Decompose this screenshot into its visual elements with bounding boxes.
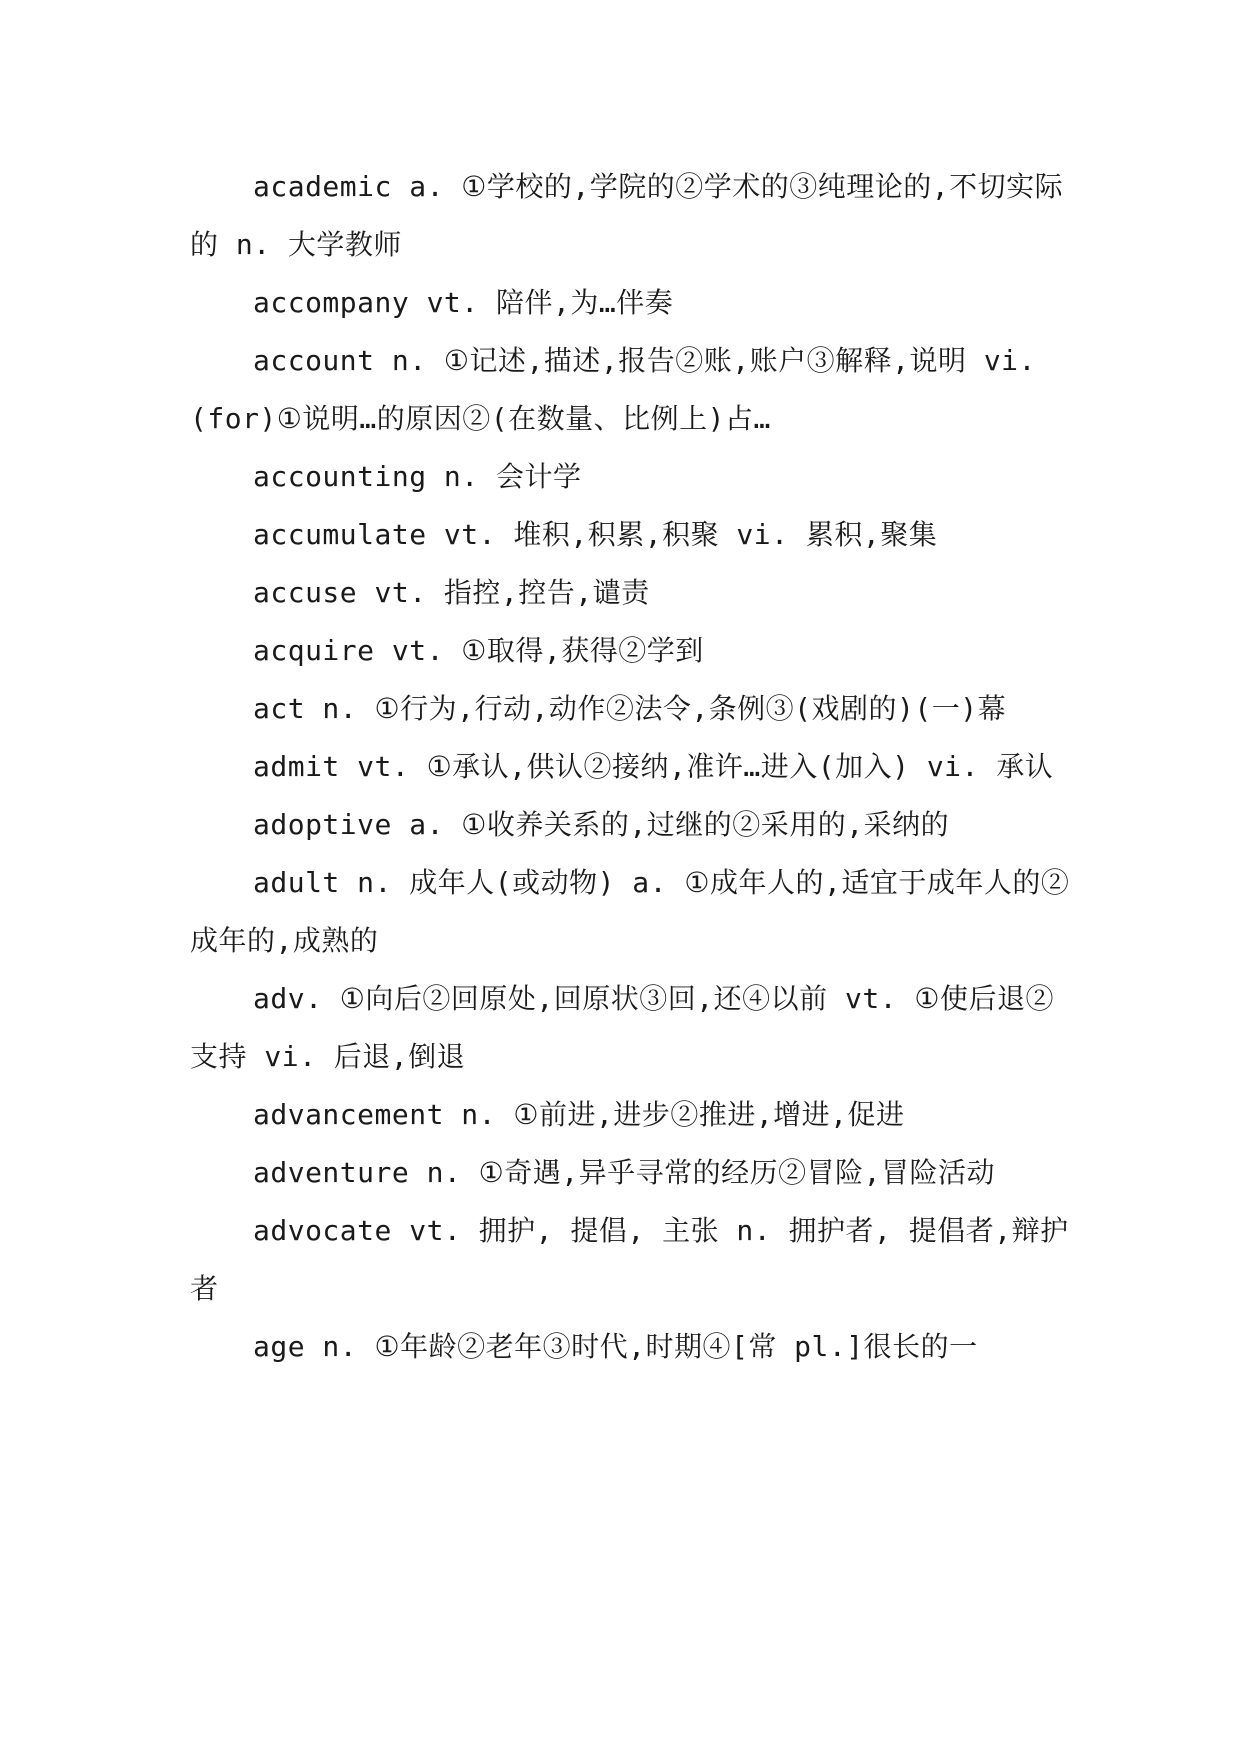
- entry-adult: adult n. 成年人(或动物) a. ①成年人的,适宜于成年人的②成年的,成熟的: [190, 866, 1070, 957]
- entry-age: age n. ①年龄②老年③时代,时期④[常 pl.]很长的一: [253, 1330, 978, 1363]
- vocabulary-list: [190, 158, 1070, 1376]
- entry-accounting: accounting n. 会计学: [253, 460, 582, 493]
- entry-academic: academic a. ①学校的,学院的②学术的③纯理论的,不切实际的 n. 大学教师: [190, 170, 1064, 261]
- entry-admit: admit vt. ①承认,供认②接纳,准许…进入(加入) vi. 承认: [253, 750, 1054, 783]
- entry-account: account n. ①记述,描述,报告②账,账户③解释,说明 vi. (for)①说明…的原因②(在数量、比例上)占…: [190, 344, 1036, 435]
- entry-accompany: accompany vt. 陪伴,为…伴奏: [253, 286, 674, 319]
- entry-adoptive: adoptive a. ①收养关系的,过继的②采用的,采纳的: [253, 808, 950, 841]
- entry-acquire: acquire vt. ①取得,获得②学到: [253, 634, 704, 667]
- entry-advocate: advocate vt. 拥护, 提倡, 主张 n. 拥护者, 提倡者,辩护者: [190, 1214, 1069, 1305]
- entry-act: act n. ①行为,行动,动作②法令,条例③(戏剧的)(一)幕: [253, 692, 1007, 725]
- entry-advancement: advancement n. ①前进,进步②推进,增进,促进: [253, 1098, 905, 1131]
- entry-adv: adv. ①向后②回原处,回原状③回,还④以前 vt. ①使后退②支持 vi. 后退,倒退: [190, 982, 1054, 1073]
- entry-adventure: adventure n. ①奇遇,异乎寻常的经历②冒险,冒险活动: [253, 1156, 995, 1189]
- entry-accumulate: accumulate vt. 堆积,积累,积聚 vi. 累积,聚集: [253, 518, 938, 551]
- entry-accuse: accuse vt. 指控,控告,谴责: [253, 576, 650, 609]
